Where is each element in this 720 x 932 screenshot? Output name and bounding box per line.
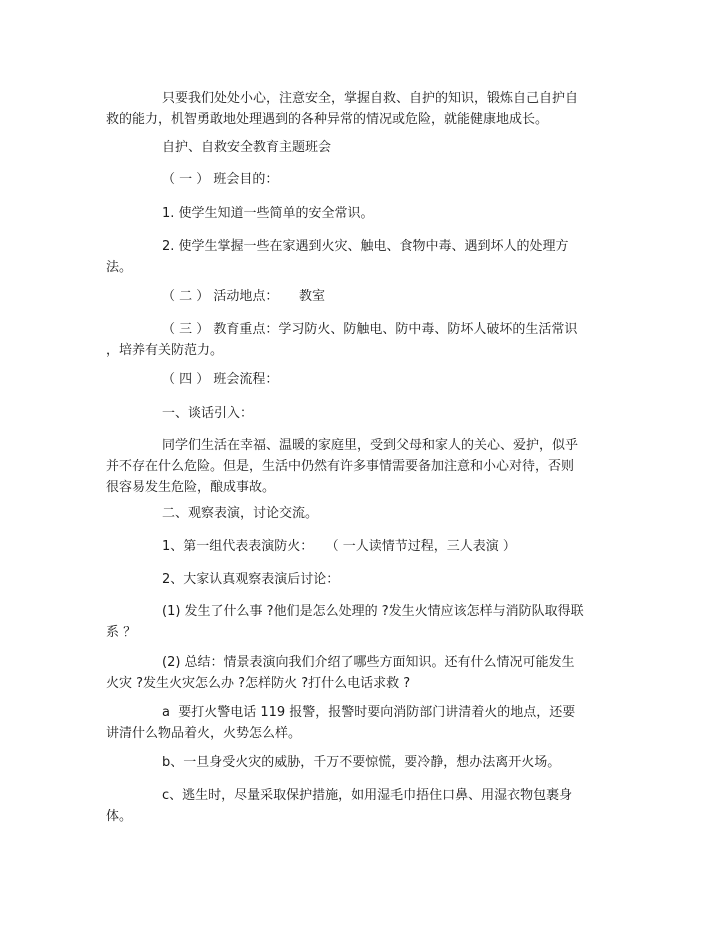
heading-observe [106,503,596,524]
text-line: 2、大家认真观察表演后讨论： [162,572,340,587]
tip-b [106,752,596,773]
observe-item-1 [106,536,596,557]
tip-c [106,785,596,827]
text-line: 一、谈话引入： [162,406,254,421]
text-line: 1、第一组代表表演防火： （ 一人读情节过程，三人表演 ） [162,539,516,554]
heading-location [106,286,596,307]
section-title [106,137,596,158]
text-line: ，培养有关防范力。 [106,343,224,358]
text-line: 自护、自救安全教育主题班会 [162,140,332,155]
text-line: 只要我们处处小心，注意安全，掌握自救、自护的知识，锻炼自己自护自 [162,91,579,106]
heading-focus [106,319,596,361]
text-line: 体。 [106,809,133,824]
text-line: 救的能力，机智勇敢地处理遇到的各种异常的情况或危险，就能健康地成长。 [106,112,549,127]
text-line: (2) 总结：情景表演向我们介绍了哪些方面知识。还有什么情况可能发生 [162,655,575,670]
tip-a [106,702,596,744]
heading-intro-talk [106,403,596,424]
observe-item-2 [106,569,596,590]
text-line: （ 四 ） 班会流程： [162,372,279,387]
intro-talk-paragraph [106,435,596,498]
purpose-item-2 [106,236,596,278]
text-line: （ 一 ） 班会目的： [162,172,279,187]
heading-purpose [106,169,596,190]
text-line: 讲清什么物品着火，火势怎么样。 [106,726,302,741]
text-line: 法。 [106,260,133,275]
heading-process [106,369,596,390]
text-line: （ 三 ） 教育重点：学习防火、防触电、防中毒、防坏人破坏的生活常识 [162,322,578,337]
text-line: c、逃生时，尽量采取保护措施，如用湿毛巾捂住口鼻、用湿衣物包裹身 [162,788,573,803]
text-line: a 要打火警电话 119 报警，报警时要向消防部门讲清着火的地点，还要 [162,705,576,720]
text-line: 同学们生活在幸福、温暖的家庭里，受到父母和家人的关心、爱护，似乎 [162,438,579,453]
text-line: (1) 发生了什么事 ?他们是怎么处理的 ?发生火情应该怎样与消防队取得联 [162,604,584,619]
text-line: b、一旦身受火灾的威胁，千万不要惊慌，要冷静，想办法离开火场。 [162,755,561,770]
text-line: 2. 使学生掌握一些在家遇到火灾、触电、食物中毒、遇到坏人的处理方 [162,239,569,254]
discussion-item-1 [106,601,596,643]
text-line: 火灾 ?发生火灾怎么办 ?怎样防火 ?打什么电话求救 ? [106,676,411,691]
intro-paragraph [106,88,596,130]
text-line: （ 二 ） 活动地点： 教室 [162,289,326,304]
text-line: 系 ？ [106,625,137,640]
purpose-item-1 [106,203,596,224]
text-line: 二、观察表演，讨论交流。 [162,506,319,521]
text-line: 并不存在什么危险。但是，生活中仍然有许多事情需要备加注意和小心对待，否则 [106,459,575,474]
text-line: 1. 使学生知道一些简单的安全常识。 [162,206,374,221]
discussion-item-2 [106,652,596,694]
text-line: 很容易发生危险，酿成事故。 [106,480,276,495]
